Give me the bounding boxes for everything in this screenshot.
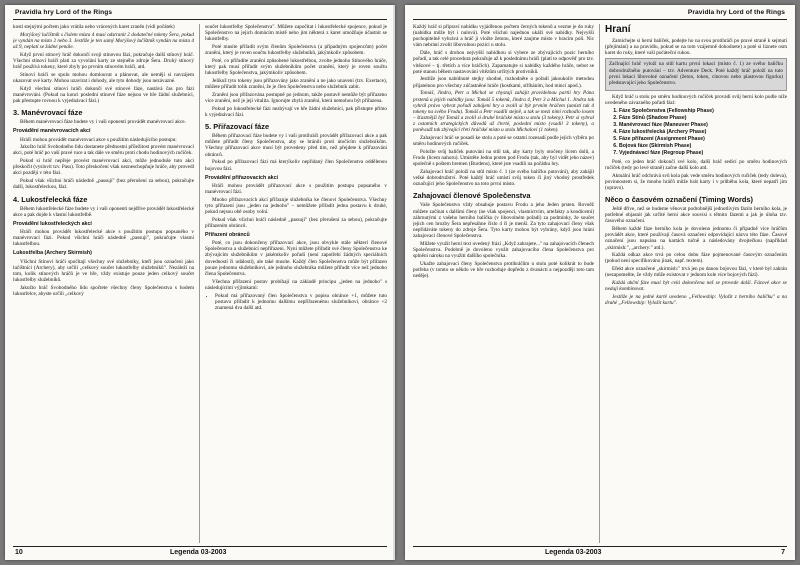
left-column-1 [13,24,194,543]
paragraph: Během každé fáze herního kola je dovoleno jednomu či případně více hráčům provádět akce, které používají časová označení odpovídající názvu této fáze. Časové označení jsou napsána na kartách tučně a následovány dvojtečkou (například „skirmish:", „archery:" atd.). [605,226,787,251]
phase-list-item: 4. Fáze lukostřelecká (Archery Phase) [619,129,787,136]
paragraph: Jakožto hráč Svobodného lidu dostanete přednostní příležitost provést manévrovací akci, poté hráč po vaší pravé ruce a tak dále ve směru proti chodu hodinových ručiček. [13,144,194,157]
phase-list [605,108,787,157]
phase-list-item: 1. Fáze Společenstva (Fellowship Phase) [619,108,787,115]
paragraph: Jakožto hráč Svobodného lidu spočtete všechny členy Společenstva s hodem lukostřelce, abyste určili „celkový [13,284,194,297]
section-heading: Zahajovací členové Společenstva [413,191,531,201]
phase-list-item: 2. Fáze Stínů (Shadow Phase) [619,115,787,122]
section-heading: Provádění lukostřeleckých akcí [13,220,92,227]
paragraph: Všichni Stínoví hráči spočítají všechny své služebníky, kteří jsou označeni jako lučištníci (Archery), aby určili „celkový součet lukostřelby služebníků". Nezáleží na tom, kolik stínových hráčů je ve hře, vždy existuje pouze jeden celkový součet lukostřelby služebníků. [13,258,194,283]
paragraph: Hráči mohou provádět lukostřelecké akce s použitím postupu popsaného v manévrovací fázi. Pokud všichni hráči následně „passují", pokračujte vlastní lukostřelbou. [13,228,194,248]
running-header: Pravidla hry Lord of the Rings [15,9,113,16]
section-heading: Něco o časovém označení (Timing Words) [605,194,753,204]
paragraph: Ještě dříve, než se budeme věnovat podrobnější jednotlivým fázím herního kola, je potřebné objasnit jak určité herní akce souvisí s těmito fázemi a jak je úloha tzv. časového označení. [605,205,787,225]
paragraph: Aktuální hráč odchrává svů kola pak vede směru hodinových ručiček (tedy doleva), povinnostem si, že mnoho hráčů může hrát karty i v průběhu kola, které nepatří jim (opravu). [605,172,787,191]
page-number: 10 [15,549,23,556]
gutter-shadow [393,5,395,560]
section-heading: Provádění manévrovacích akcí [13,128,91,135]
footer-rule [13,546,387,547]
section-heading: Hraní [605,24,631,35]
phase-list-item: 6. Bojová fáze (Skirmish Phase) [619,143,787,150]
section-heading: 4. Lukostřelecká fáze [13,194,88,204]
left-column-2 [205,24,387,543]
paragraph: Pokud však všichni hráči následně „passují" (bez přerušení za sebou), pokračujte další, lukostřeleckou, fází. [13,178,194,191]
paragraph: Ukažte zahajovací členy Společenstva protihráčům u stolu poté kolikrát to bude potřeba (v tomto se někdo ve hře rozhoduje dopředu z dvanácti a nejpozději toto tam neděje). [413,261,594,280]
paragraph: Pokud po lukostřelecké fázi nezbývají ve hře žádní služebníci, pak přistupte přímo k vyjednávací fázi. [205,105,387,118]
section-heading: 3. Manévrovací fáze [13,108,83,118]
bullet-list [205,293,387,311]
paragraph: Během lukostřelecké fáze budete vy i vaši oponenti nejdříve provádět lukostřelecké akce a pak dojde k vlastní lukostřelbě. [13,205,194,218]
paragraph: Mnoho přiřazovacích akcí přiřazuje služebníka ke členovi Společenstva. Všechny tyto přiřazení jsou „jeden na jednoho" – nemůžete přiřadit jednu postavu k druhé, pokud nejsou obě osoby volní. [205,196,387,215]
section-heading: Lukostřelba (Archery Skirmish) [13,250,92,257]
paragraph: Stínoví hráči se spolu mohou domlouvat a plánovat, ale nemějí si navzájem ukazovat své karty. Mohou uzavírat i dohody, ale tyto dohody jsou nezávazné. [13,71,194,85]
paragraph: Pokud však všichni hráči následně „passují" (bez přerušení za sebou), pokračujte přiřazením obránců. [205,216,387,229]
paragraph: Každá akční fáze musí být celá dokončena než se provede další. Fázové akce se nedají kombinovat. [605,280,787,293]
paragraph: Když první stínový hráč dokončí svoji stínovou fázi, pokračuje další stínový hráč. Všechni stínoví hráči platí za vyvolání karty ze stejného zdroje Šera. Druhý stínový hráč používá tokeny, které zbyly po prvním stínovém hráči, atd. [13,51,194,71]
paragraph: Každá odkaz akce trvá po celou dobu fáze pojmenované časovým označením (pokud není specifikováno jinak, např. textem). [605,252,787,265]
phase-list-item: 7. Vyjednávací fáze (Regroup Phase) [619,150,787,157]
paragraph: Pokud po přiřazovací fázi má kterýkoliv nepřidaný člen Společenstva oddělenou bojovou fázi. [205,159,387,172]
issue-label: Legenda 03-2003 [545,549,602,556]
paragraph: Zahajovací hráč se posadí ke stolu a poté se ostatní rozesadí podle jejich výběru po směru hodinových ručiček. [413,135,594,148]
footer-rule [413,546,787,547]
page-number: 7 [781,549,785,556]
callout-text: Začínající hráč vyloží na stůl kartu první lokací (místo č. 1) ze svého balíčku dobrodružného putování – tzv. Adventure Deck. Poté každý hráč položí na tuto první lokaci libovolné označení (žeton, token, cínovou nebo plastovou figurku) představující jeho Společenstvo. [609,61,783,86]
phase-list-item: 5. Fáze přiřazení (Assignment Phase) [619,136,787,143]
paragraph: Když všechni stínoví hráči dokončí své stínové fáze, nastává čas pro fázi manévrování. (Pokud na konci poslední stínové fáze nejsou ve hře žádní služebníci, pak přestupte rovnou k vyjednávací fázi.) [13,85,194,105]
paragraph: kosti stejnými počtem jako vrátila nebo vrácených karet zraněn (vidí počátek) [13,24,175,30]
header-rule [413,19,787,20]
right-column-2 [605,24,787,543]
paragraph: Můžete využít herní text uvedený frází „Když zahrajete..." na zahajovacích členech Společenstva. Podobně je dovoleno využít zahajovacího člena Společenstva pro splnění nároku na využití dalšího společníka. [413,241,594,260]
section-heading: 5. Přiřazovací fáze [205,122,270,132]
paragraph: Poté, co přiřadíte zranění způsobené lukostřelbou, zvolte jednoho Stínového hráče, který pak musí přiřadit svým služebníkům počet zranění, který je roven součtu lukostřelby Společenstva, jakýmkoliv způsobem. [205,57,387,77]
paragraph: Zamíchejte si herní balíček, podejte ho na svou protihráči po pravé straně k sejmutí (přejímání) a na pravidlu, pokud se na tom vzájemně dohodnete) a poté si líznete osm karet do ruky, které vaši počáteční rukou. [605,38,787,57]
paragraph: součet lukostřelby Společenstva". Můžete započítat i lukostřelecké spojence, pokud je Společenstvo na jejich domácím místě nebo jim některá z karet umožňuje účastnit se lukostřelby. [205,24,387,43]
phase-list-item: 3. Manévrovací fáze (Maneuver Phase) [619,122,787,129]
right-column-1 [413,24,594,543]
section-heading: Provádění přiřazovacích akcí [205,174,279,181]
paragraph: Efekt akce označené „skirmish:" trvá jen po danou bojovou fázi, v které byl zahrán (nezapomeňte, že vždy může existovat v jednom kole více bojových fází). [605,266,787,279]
paragraph: Všechna přiřazení postav probíhají na základě principu „jeden na jednoho" s následujícími výjimkami: [205,278,387,291]
paragraph: Dále, hráč s druhou nejvyšší nabídkou si vybere ze zbývajících pozic herního pořadí, a tak celé procedura pokračuje až k poslednímu hráči (platí to odpověď pro tzv. vítězové – tj. třetích a více hráčích). Zapamatujte si nabídky každého hráče, nebot se poté stanou během nastavování vítězům určitých protivníků. [413,50,594,75]
paragraph: Jestliže je na jedné kartě uvedeno „Fellowship: Vyložit z herního balíčku" a na druhé „Fellowship: Vyložit kartu". [605,293,787,307]
header-rule [13,19,387,20]
paragraph: Jestliže jsou nabídnuté stejky shodné, rozhodněte o pořadí jakoukoliv metodou přijatelnou pro všechny zúčastněné hráče (kostkami, stříháním, hod mincí apod.). [413,76,594,89]
rules-callout-box [605,58,787,90]
paragraph: Během přiřazovací fáze budete vy i vaši protihráči provádět přiřazovací akce a pak můžete přiřadit členy Společenstva, aby se bránili proti útočícím služebníkům. Všechny přiřazovací akce musí být provedeny před tím, než přejdete k přiřazování obránců. [205,133,387,158]
paragraph: Poté musíte přiřadit svým členům Společenstva (a případným spojencům) počet zranění, který je roven součtu lukostřelby služebníků, jakýmkoliv způsobem. [205,44,387,57]
paragraph: Hráči mohou provádět manévrovací akce s použitím následujícího postupu: [20,136,177,143]
column-divider [199,24,200,543]
paragraph: Poté, co jsou dokončeny přiřazovací akce, jsou obvykle stále některí členové Společenstva a služebníci nepřiřazeni. Nyní můžete přiřadit své členy Společenstva ke zbývajícím služebníkům v jakémkoliv pořadí (není zapotřebí žádných speciálních dovedností či událostí), ale také musíte. Každý člen Společenstva může být přiřazen pouze jednomu služebníkovi, ale jednoho služebníka můžete přiřadit více než jednoho člena Společenstva. [205,240,387,277]
paragraph: Položte svůj balíček putování na stůl tak, aby karty byly otočeny lícem dolů, a Frodo (lícem nahoru). Umístěte Jednu prsten pod Frodu (tak, aby byl vidět jeho název) společně s poštem bremen (Burdens), které jste vsadili na počátku hry. [413,148,594,168]
paragraph: Jelikož tyto tokeny jsou přiřazovány jako zranění a ne jako unavení (tzv. Exertace), můžete přiřadit tolik zranění, že je člen Společenstva nebo služebník zabit. [205,78,387,91]
bullet-item: • Pokud má přiřazovaný člen Společenstva v popisu obránce +1, můžete tuto postavu přiřadit k jednomu dalšímu nepřiřazenému služebníkovi, obránce +2 znamená dva další atd. [215,293,387,311]
left-page [5,5,395,560]
right-page [405,5,795,560]
column-divider [599,24,600,543]
paragraph: Hráči mohou provádět přiřazovací akce s použitím postupu popsaného v manévrovací fázi. [205,182,387,195]
paragraph: Zranění jsou přiřazována postupně po jednom, takže postavě nemůže být přiřazeno více zranění, než je její vitalita. Ignorujte zbylá zranění, která nemohou být přiřazena. [205,91,387,105]
paragraph: Každý hráč si připraví nabídku vyjádřenou počtem černých tokenů a vezme je do ruky (nabídka může být i nulová). Poté všichni najednou ukáží své nabídky. Nejvyšší pochopitelně vyhrává a hráč ji vložte žetonu, které zaujme místo v hracím poli. Nic vám nebrání zvolit libovolnou pozici u stolu. [413,24,594,49]
paragraph: Když hráč u stolu po směru hodinových ručiček provádí svůj herní kolo podle níže uvedeného závazného pořadí fází: [605,93,787,106]
paragraph: Morýšový lučištník s čislem místa 4 musí odstranit 2 dodatečné tokeny Šera, pokud je vyndán na místo 2 nebo 3. Jestliže je ten samý Morýšový lučištník vyndán na místa 4 až 9, neplatí se žádné penále. [13,31,194,51]
paragraph: Během manévrovací fáze budete vy i vaši oponenti provádět manévrovací akce. [20,119,186,126]
issue-label: Legenda 03-2003 [170,549,227,556]
paragraph: Tomáš, Jindra, Petr a Michal se chystají zahájit pravidelnou partii hry Pána prstenů a jejich nabídky jsou: Tomáš 5 tokenů, Jindra 4, Petr 3 a Michal 1. Jindra tak vyhrál právo vybrat pořadí zahájení hry a zvolil si být prvním hráčem (umístí tak 4 tokeny na svého Frodu). Tomáš a Petr vsadili stejně, a tak se mezi nimi rozhodlo losem – šťastnější byl Tomáš a zvolil si druhé hráčské místo u stolu (3 tokeny). Petr si vybral z ostatních strategických důvodů až čtvrté, poslední místo (vsadil 3 tokeny), a poněvadž tak zbývající třetí hráčské místo u stolu Michalovi (1 token). [413,90,594,134]
paragraph: Zahajovací hráč položí na stůl místo č. 1 (ze svého balíčku putování), aby zahájil velké dobrodružství. Poté každý hráč umístí svůj token či jiný vhodný prostředek označující jeho Společenstvo na toto první místo. [413,169,594,188]
paragraph: Poté, co jeden hráč dokončí své kolo, další hráč sedící po směru hodinových ručiček (tedy po levé straně) začne další kolo atd. [605,158,787,171]
section-heading: Přiřazení obránců [205,232,250,239]
paragraph: Vaše Společenstvo vždy obsahuje postavu Frodu a jeho Jeden prsten. Rovněž můžete začínat s dalšími členy (ne však spojenci, vlastnictvím, artefakty a kondicemi) záhrnutými z vašeho herního balíčku (v libovolném pořadí) za podmínky, že součet jejich cen hrozby Šera nepřesáhne číslo 4 či je menší. Za tyto zahajovací členy však nepřidáváte tokeny do zdroje Šera. Tyto karty mohou být vybrány, když jsou hráni zahajovací členové Společenstva. [413,202,594,240]
paragraph: Pokud si hráč nepřeje provést manévrovací akci, může jednoduše tuto akci přeskočit (vyslovit tzv. Pass). Toto přeskočení však nezneschopňuje hráče, aby provedl akci později v této fázi. [13,158,194,177]
running-header: Pravidla hry Lord of the Rings [687,9,785,16]
